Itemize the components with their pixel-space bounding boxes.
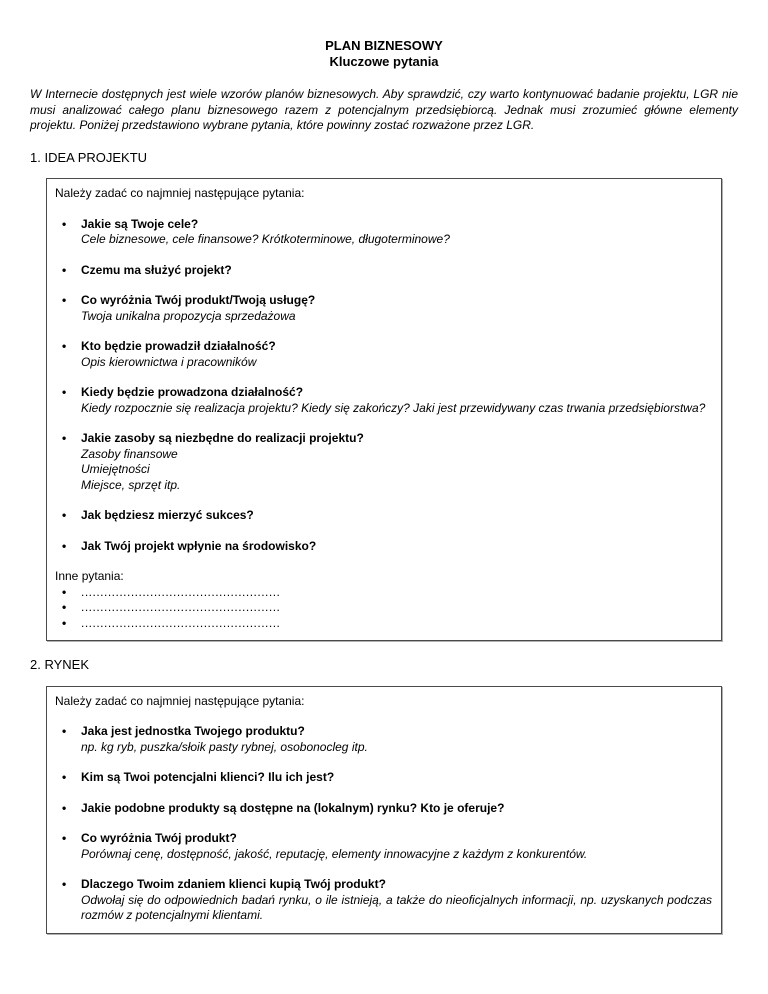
question-note: Zasoby finansowe <box>81 446 178 461</box>
bullet-icon: • <box>62 216 67 231</box>
dotted-answer-line <box>55 600 712 616</box>
question-note: Twoja unikalna propozycja sprzedażowa <box>81 308 296 323</box>
question-note: Cele biznesowe, cele finansowe? Krótkoterminowe, długoterminowe? <box>81 232 450 246</box>
bullet-icon: • <box>62 831 67 845</box>
question-note: np. kg ryb, puszka/słoik pasty rybnej, osobonocleg itp. <box>81 739 368 754</box>
question-text: Jakie zasoby są niezbędne do realizacji projektu? <box>81 431 364 445</box>
question-text: Co wyróżnia Twój produkt/Twoją usługę? <box>81 293 316 307</box>
question-box <box>46 178 722 641</box>
title-line-1: PLAN BIZNESOWY <box>325 38 443 53</box>
question-item <box>55 293 712 324</box>
question-body <box>81 770 712 786</box>
bullet-icon: • <box>62 770 67 784</box>
bullet-icon: • <box>62 293 67 307</box>
dotted-line: .................................................... <box>81 600 281 614</box>
question-text: Jakie są Twoje cele? <box>81 216 199 231</box>
question-body <box>81 293 712 324</box>
bullet-icon: • <box>62 724 67 738</box>
question-note: Miejsce, sprzęt itp. <box>81 477 181 492</box>
question-text: Kim są Twoi potencjalni klienci? Ilu ich jest? <box>81 770 335 784</box>
dotted-answer-line <box>55 616 712 632</box>
question-text: Jak będziesz mierzyć sukces? <box>81 508 254 522</box>
question-body <box>81 877 712 924</box>
document-title <box>30 38 738 69</box>
dotted-answer-line <box>55 585 712 601</box>
other-questions-label: Inne pytania: <box>55 569 124 583</box>
question-body <box>81 724 712 755</box>
question-note: Odwołaj się do odpowiednich badań rynku, o ile istnieją, a także do nieoficjalnych informacji, np. uzyskanych podczas rozmów z potencjalnymi klientami. <box>81 892 712 922</box>
question-item <box>55 831 712 862</box>
section-idea-projektu <box>30 150 738 642</box>
bullet-icon: • <box>62 877 67 891</box>
title-line-2: Kluczowe pytania <box>329 53 439 69</box>
question-item <box>55 724 712 755</box>
question-text: Kto będzie prowadził działalność? <box>81 339 276 353</box>
question-body <box>81 217 712 248</box>
bullet-icon: • <box>62 508 67 522</box>
question-item <box>55 508 712 524</box>
intro-paragraph: W Internecie dostępnych jest wiele wzorów planów biznesowych. Aby sprawdzić, czy warto kontynuować badanie projektu, LGR nie musi analizować całego planu biznesowego razem z potencjalnym przedsiębiorcą. Jednak musi zrozumieć główne elementy projektu. Poniżej przedstawiono wybrane pytania, które powinny zostać rozważone przez LGR. <box>30 87 738 132</box>
bullet-icon: • <box>62 600 67 614</box>
question-item <box>55 801 712 817</box>
question-item <box>55 385 712 416</box>
section-heading: 1. IDEA PROJEKTU <box>30 149 148 165</box>
bullet-icon: • <box>62 262 67 277</box>
question-text: Jakie podobne produkty są dostępne na (lokalnym) rynku? Kto je oferuje? <box>81 800 505 815</box>
question-item <box>55 877 712 924</box>
bullet-icon: • <box>62 385 67 399</box>
question-text: Co wyróżnia Twój produkt? <box>81 831 237 845</box>
box-intro: Należy zadać co najmniej następujące pytania: <box>55 693 305 708</box>
question-note: Porównaj cenę, dostępność, jakość, reputację, elementy innowacyjne z każdym z konkurentów. <box>81 846 588 861</box>
bullet-icon: • <box>62 800 67 815</box>
question-body <box>81 339 712 370</box>
question-item <box>55 263 712 279</box>
question-note: Umiejętności <box>81 462 150 476</box>
question-body <box>81 385 712 416</box>
question-body <box>81 801 712 817</box>
question-item <box>55 431 712 493</box>
question-body <box>81 431 712 493</box>
question-note: Kiedy rozpocznie się realizacja projektu? Kiedy się zakończy? Jaki jest przewidywany czas trwania przedsiębiorstwa? <box>81 400 706 415</box>
question-text: Czemu ma służyć projekt? <box>81 262 232 277</box>
question-text: Jak Twój projekt wpłynie na środowisko? <box>81 538 317 553</box>
bullet-icon: • <box>62 584 67 599</box>
question-item <box>55 539 712 555</box>
question-item <box>55 217 712 248</box>
question-body <box>81 831 712 862</box>
question-item <box>55 770 712 786</box>
question-text: Kiedy będzie prowadzona działalność? <box>81 385 304 399</box>
dotted-line: .................................................... <box>81 615 281 630</box>
bullet-icon: • <box>62 538 67 553</box>
bullet-icon: • <box>62 615 67 630</box>
bullet-icon: • <box>62 431 67 445</box>
question-text: Dlaczego Twoim zdaniem klienci kupią Twój produkt? <box>81 877 386 891</box>
question-box <box>46 686 722 934</box>
section-rynek <box>30 657 738 934</box>
question-body <box>81 508 712 524</box>
question-item <box>55 339 712 370</box>
dotted-line: .................................................... <box>81 584 281 599</box>
question-body <box>81 263 712 279</box>
section-heading: 2. RYNEK <box>30 657 90 672</box>
question-text: Jaka jest jednostka Twojego produktu? <box>81 724 305 738</box>
question-body <box>81 539 712 555</box>
bullet-icon: • <box>62 339 67 353</box>
box-intro: Należy zadać co najmniej następujące pytania: <box>55 186 305 200</box>
question-note: Opis kierownictwa i pracowników <box>81 354 257 369</box>
